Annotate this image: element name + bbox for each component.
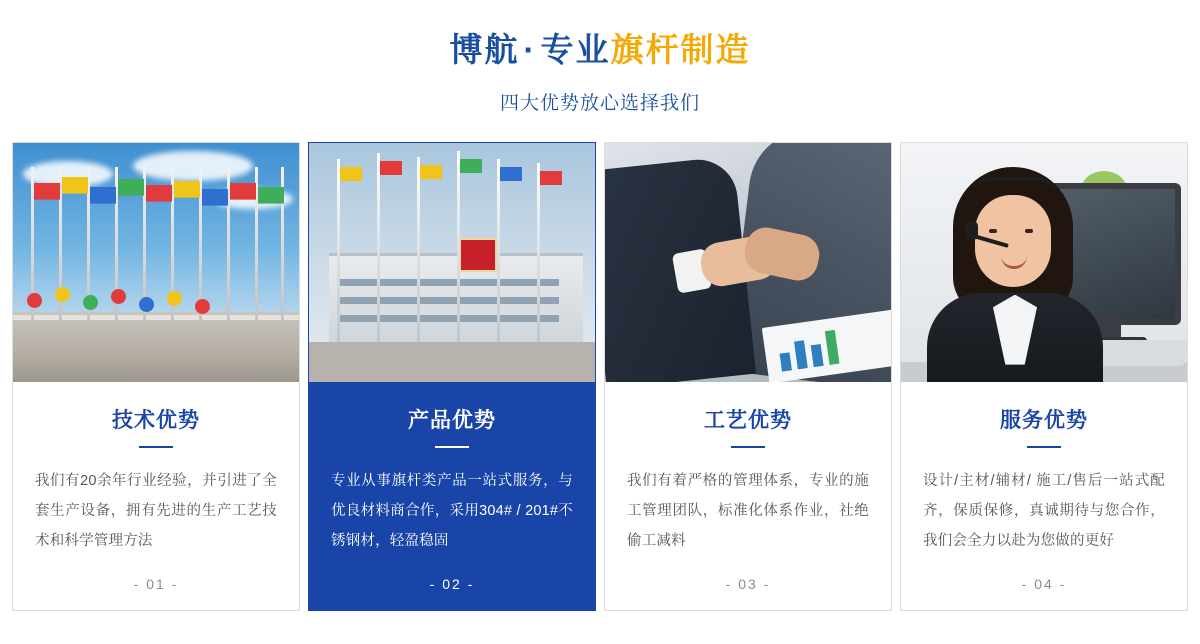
card-number: - 03 - xyxy=(725,575,771,592)
title-underline xyxy=(435,446,469,448)
card-title: 产品优势 xyxy=(408,408,496,432)
section-header xyxy=(0,0,1200,115)
card-description: 设计/主材/辅材/ 施工/售后一站式配齐，保质保修，真诚期待与您合作，我们会全力以赴为您做的更好 xyxy=(923,472,1165,549)
title-brand: 博航 xyxy=(449,31,520,68)
title-underline xyxy=(731,446,765,448)
card-body xyxy=(13,382,299,610)
handshake-business-photo xyxy=(605,143,891,382)
service-operator-photo xyxy=(901,143,1187,382)
card-description: 我们有着严格的管理体系，专业的施工管理团队，标准化体系作业，社绝偷工减料 xyxy=(627,472,869,549)
page-subtitle: 四大优势放心选择我们 xyxy=(499,92,700,114)
title-qualifier: 专业 xyxy=(540,31,611,68)
card-number: - 02 - xyxy=(429,575,475,592)
title-underline xyxy=(1027,446,1061,448)
card-title: 技术优势 xyxy=(112,408,200,432)
title-highlight: 旗杆制造 xyxy=(610,31,751,68)
advantage-card-2[interactable] xyxy=(308,142,596,611)
advantage-card-3[interactable] xyxy=(604,142,892,611)
advantage-card-list xyxy=(0,142,1200,611)
card-number: - 04 - xyxy=(1021,575,1067,592)
card-number: - 01 - xyxy=(133,575,179,592)
title-underline xyxy=(139,446,173,448)
card-body xyxy=(605,382,891,610)
card-body xyxy=(309,382,595,610)
advantage-card-4[interactable] xyxy=(900,142,1188,611)
title-separator-dot: · xyxy=(523,31,537,68)
card-title: 工艺优势 xyxy=(704,408,792,432)
page-title xyxy=(0,30,1200,70)
advantage-card-1[interactable] xyxy=(12,142,300,611)
card-description: 专业从事旗杆类产品一站式服务，与优良材料商合作，采用304# / 201#不锈钢材，轻盈稳固 xyxy=(331,472,573,549)
flagpoles-plaza-photo xyxy=(13,143,299,382)
factory-flagpoles-photo xyxy=(309,143,595,382)
card-description: 我们有20余年行业经验，并引进了全套生产设备，拥有先进的生产工艺技术和科学管理方法 xyxy=(35,472,277,549)
card-body xyxy=(901,382,1187,610)
card-title: 服务优势 xyxy=(1000,408,1088,432)
